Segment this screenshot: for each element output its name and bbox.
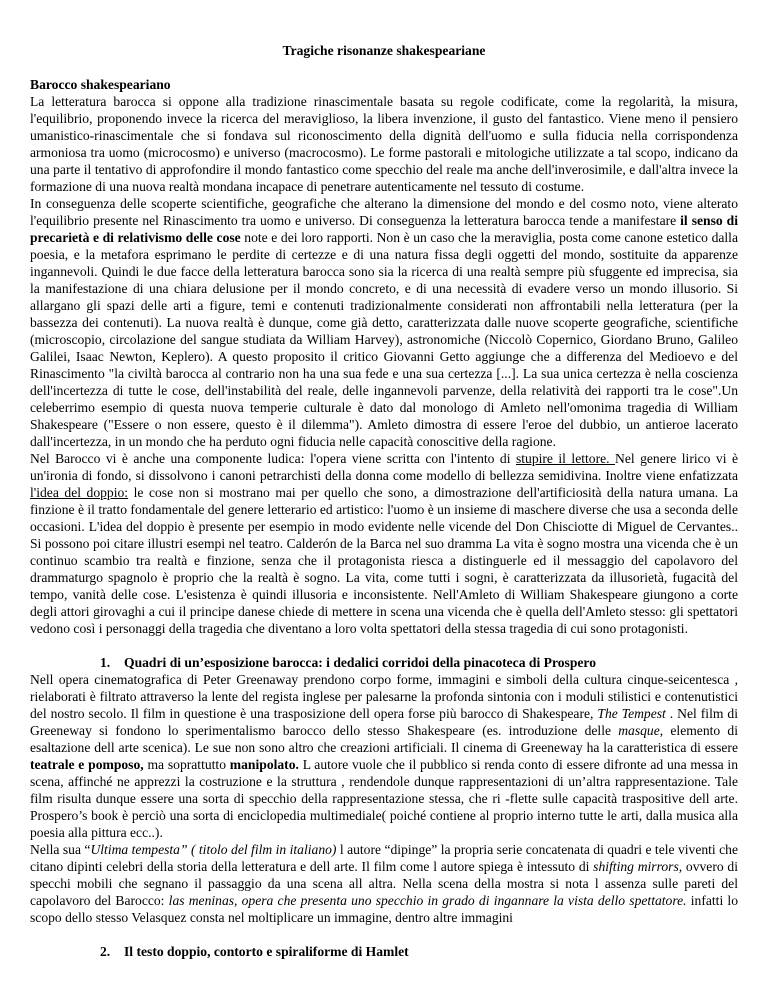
paragraph-5-italic-2: shifting mirrors,	[593, 859, 683, 874]
paragraph-2-text-a: In conseguenza delle scoperte scientifiche, geografiche che alterano la dimensione del mondo e del cosmo noto, viene alterato l'equilibrio presente nel Rinascimento tra uomo e universo. Di conseguenza la letteratura barocca tende a manifestare	[30, 196, 738, 228]
paragraph-2-bold: il senso di precarietà e di relativismo delle cose	[30, 213, 738, 245]
paragraph-4-text-a: Nell opera cinematografica di Peter Greenaway prendono corpo forme, immagini e simboli della cultura cinque-seicentesca , rielaborati è filtrato attraverso la lente del regista inglese per palesarne la profonda sintonia con i moduli stilistici e contenutistici del nostro secolo. Il film in questione è una trasposizione dell opera forse più barocco di Shakespeare,	[30, 672, 738, 721]
spacer	[30, 637, 738, 654]
list-heading-1-text: Quadri di un’esposizione barocca: i dedalici corridoi della pinacoteca di Prospero	[124, 655, 597, 670]
paragraph-1-text: La letteratura barocca si oppone alla tradizione rinascimentale basata su regole codificate, come la regolarità, la misura, l'equilibrio, proponendo invece la ricerca del meraviglioso, la libera invenzione, il gusto del fantastico. Viene meno il pensiero umanistico-rinascimentale che si fondava sul riconoscimento della dignità dell'uomo e sulla fiducia nella corrispondenza armoniosa tra uomo (microcosmo) e universo (macrocosmo). Le forme pastorali e mitologiche utilizzate a tal scopo, indicano da una parte il tentativo di approfondire il mondo fantastico come specchio del reale ma anche dell'inverosimile, e dall'altra invece la formazione di una nuova realtà mondana incapace di penetrare autenticamente nel tessuto di costume.	[30, 94, 738, 194]
paragraph-4-bold-2: manipolato.	[229, 757, 299, 772]
paragraph-2	[30, 195, 738, 450]
list-number-2: 2.	[100, 944, 111, 959]
paragraph-4-italic-2: masque	[618, 723, 660, 738]
list-heading-1	[30, 654, 738, 671]
paragraph-5-text-c: ovvero di specchi mobili che segnano il passaggio da una scena all altra. Nella scena della mostra si nota l assenza sulle pareti del capolavoro del Barocco:	[30, 859, 738, 908]
paragraph-3-underline-2: l'idea del doppio:	[30, 485, 129, 500]
paragraph-4-text-e: L autore vuole che il pubblico si renda conto di essere difronte ad una messa in scena, affinché ne apprezzi la costruzione e la struttura , rendendole dunque rappresentazioni di un’altra rappresentazione. Tale film risulta dunque essere una sorta di specchio della rappresentazione stessa, che ri -flette sulle capacità traspositive dell arte. Prospero’s book è perciò una sorta di enciclopedia multimediale( poiché contiene al proprio interno tutte le arti, dalla musica alla poesia alla pittura ecc..).	[30, 757, 738, 840]
paragraph-1	[30, 93, 738, 195]
list-number-1: 1.	[100, 655, 111, 670]
paragraph-4-italic-1: The Tempest	[597, 706, 666, 721]
paragraph-5	[30, 841, 738, 926]
list-heading-2	[30, 943, 738, 960]
list-heading-2-text: Il testo doppio, contorto e spiraliforme di Hamlet	[124, 944, 409, 959]
paragraph-2-text-b: note e dei loro rapporti. Non è un caso che la meraviglia, posta come canone estetico dalla poesia, e la metafora esprimano le perdite di certezze e di una natura fissa degli oggetti del mondo, sostituite da apparenze ingannevoli. Quindi le due facce della letteratura barocca sono sia la ricerca di una realtà sempre più sfuggente ed imprecisa, sia la manifestazione di una chiara delusione per il mondo concreto, e di una necessità di evadere verso un mondo illusorio. Si allargano gli spazi delle arti a figure, temi e contenuti tradizionalmente considerati non affrontabili nella letteratura (per la bassezza dei contenuti). La nuova realtà è dunque, come già detto, caratterizzata dalle nuove scoperte geografiche, scientifiche (microscopio, circolazione del sangue studiata da William Harvey), astronomiche (Niccolò Copernico, Giordano Bruno, Galileo Galilei, Isaac Newton, Keplero). A questo proposito il critico Giovanni Getto aggiunge che a differenza del Medioevo e del Rinascimento "la civiltà barocca al contrario non ha una sua fede e una sua certezza [...]. La sua unica certezza è nella coscienza dell'incertezza di tutte le cose, dell'instabilità del reale, delle ingannevoli parvenze, della relatività dei rapporti tra le cose".Un celeberrimo esempio di questa nuova temperie culturale è dato dal monologo di Amleto nell'omonima tragedia di William Shakespeare ("Essere o non essere, questo è il dilemma"). Amleto dimostra di essere l'eroe del dubbio, un antieroe lacerato dall'incertezza, in un mondo che ha perduto ogni fiducia nelle capacità conoscitive della ragione.	[30, 230, 738, 449]
paragraph-4-text-d: ma soprattutto	[143, 757, 230, 772]
paragraph-3-text-c: le cose non si mostrano mai per quello che sono, a dimostrazione dell'artificiosità della natura umana. La finzione è il tratto fondamentale del genere letterario ed artistico: l'uomo è un insieme di maschere diverse che usa a seconda delle occasioni. L'idea del doppio è presente per esempio in modo evidente nelle vicende del Don Chisciotte di Miguel de Cervantes.. Si possono poi citare illustri esempi nel teatro. Calderón de la Barca nel suo dramma La vita è sogno mostra una vicenda che è un continuo scambio tra realtà e finzione, senza che il protagonista riesca a distinguerle ed il messaggio del capolavoro del drammaturgo spagnolo è proprio che la realtà è sogno. La vita, come tutti i sogni, è caratterizzata da illusorietà, fugacità del tempo, vanità delle cose. L'esistenza è quindi illusoria e inconsistente. Nell'Amleto di William Shakespeare giungono a corte degli attori girovaghi a cui il principe danese chiede di mettere in scena una vicenda che è quella dell'Amleto stesso: gli spettatori vedono così i personaggi della tragedia che diventano a loro volta spettatori della stessa tragedia di cui sono protagonisti.	[30, 485, 738, 636]
paragraph-4-text-c: , elemento di esaltazione dell arte scenica). Le sue non sono altro che creazioni artificiali. Il cinema di Greeneway ha la caratteristica di essere	[30, 723, 738, 755]
paragraph-3-text-a: Nel Barocco vi è anche una componente ludica: l'opera viene scritta con l'intento di	[30, 451, 516, 466]
paragraph-3-underline-1: stupire il lettore.	[515, 451, 616, 466]
paragraph-5-text-d: infatti lo scopo dello stesso Velasquez consta nel moltiplicare un immagine, dentro altre immagini	[30, 893, 738, 925]
paragraph-5-text-a: Nella sua “	[30, 842, 91, 857]
paragraph-4-bold-1: teatrale e pomposo,	[30, 757, 144, 772]
paragraph-3-text-b: Nel genere lirico vi è un'ironia di fondo, si dissolvono i canoni petrarchisti della donna come modello di bellezza semidivina. Inoltre viene enfatizzata	[30, 451, 738, 483]
paragraph-4	[30, 671, 738, 841]
section-title-barocco: Barocco shakespeariano	[30, 77, 171, 92]
paragraph-5-italic-3: las meninas, opera che presenta uno specchio in grado di ingannare la vista dello spettatore.	[168, 893, 687, 908]
paragraph-5-text-b: l autore “dipinge” la propria serie concatenata di quadri e tele viventi che citano dipinti celebri della storia della letteratura e dell arte. Il film come l autore spiega è intessuto di	[30, 842, 739, 874]
document-title: Tragiche risonanze shakespeariane	[282, 43, 486, 58]
paragraph-3	[30, 450, 738, 637]
paragraph-5-italic-1: Ultima tempesta” ( titolo del film in italiano)	[90, 842, 337, 857]
paragraph-4-text-b: . Nel film di Greeneway si fondono lo sperimentalismo barocco dello stesso Shakespeare (es. introduzione delle	[30, 706, 738, 738]
spacer	[30, 926, 738, 943]
